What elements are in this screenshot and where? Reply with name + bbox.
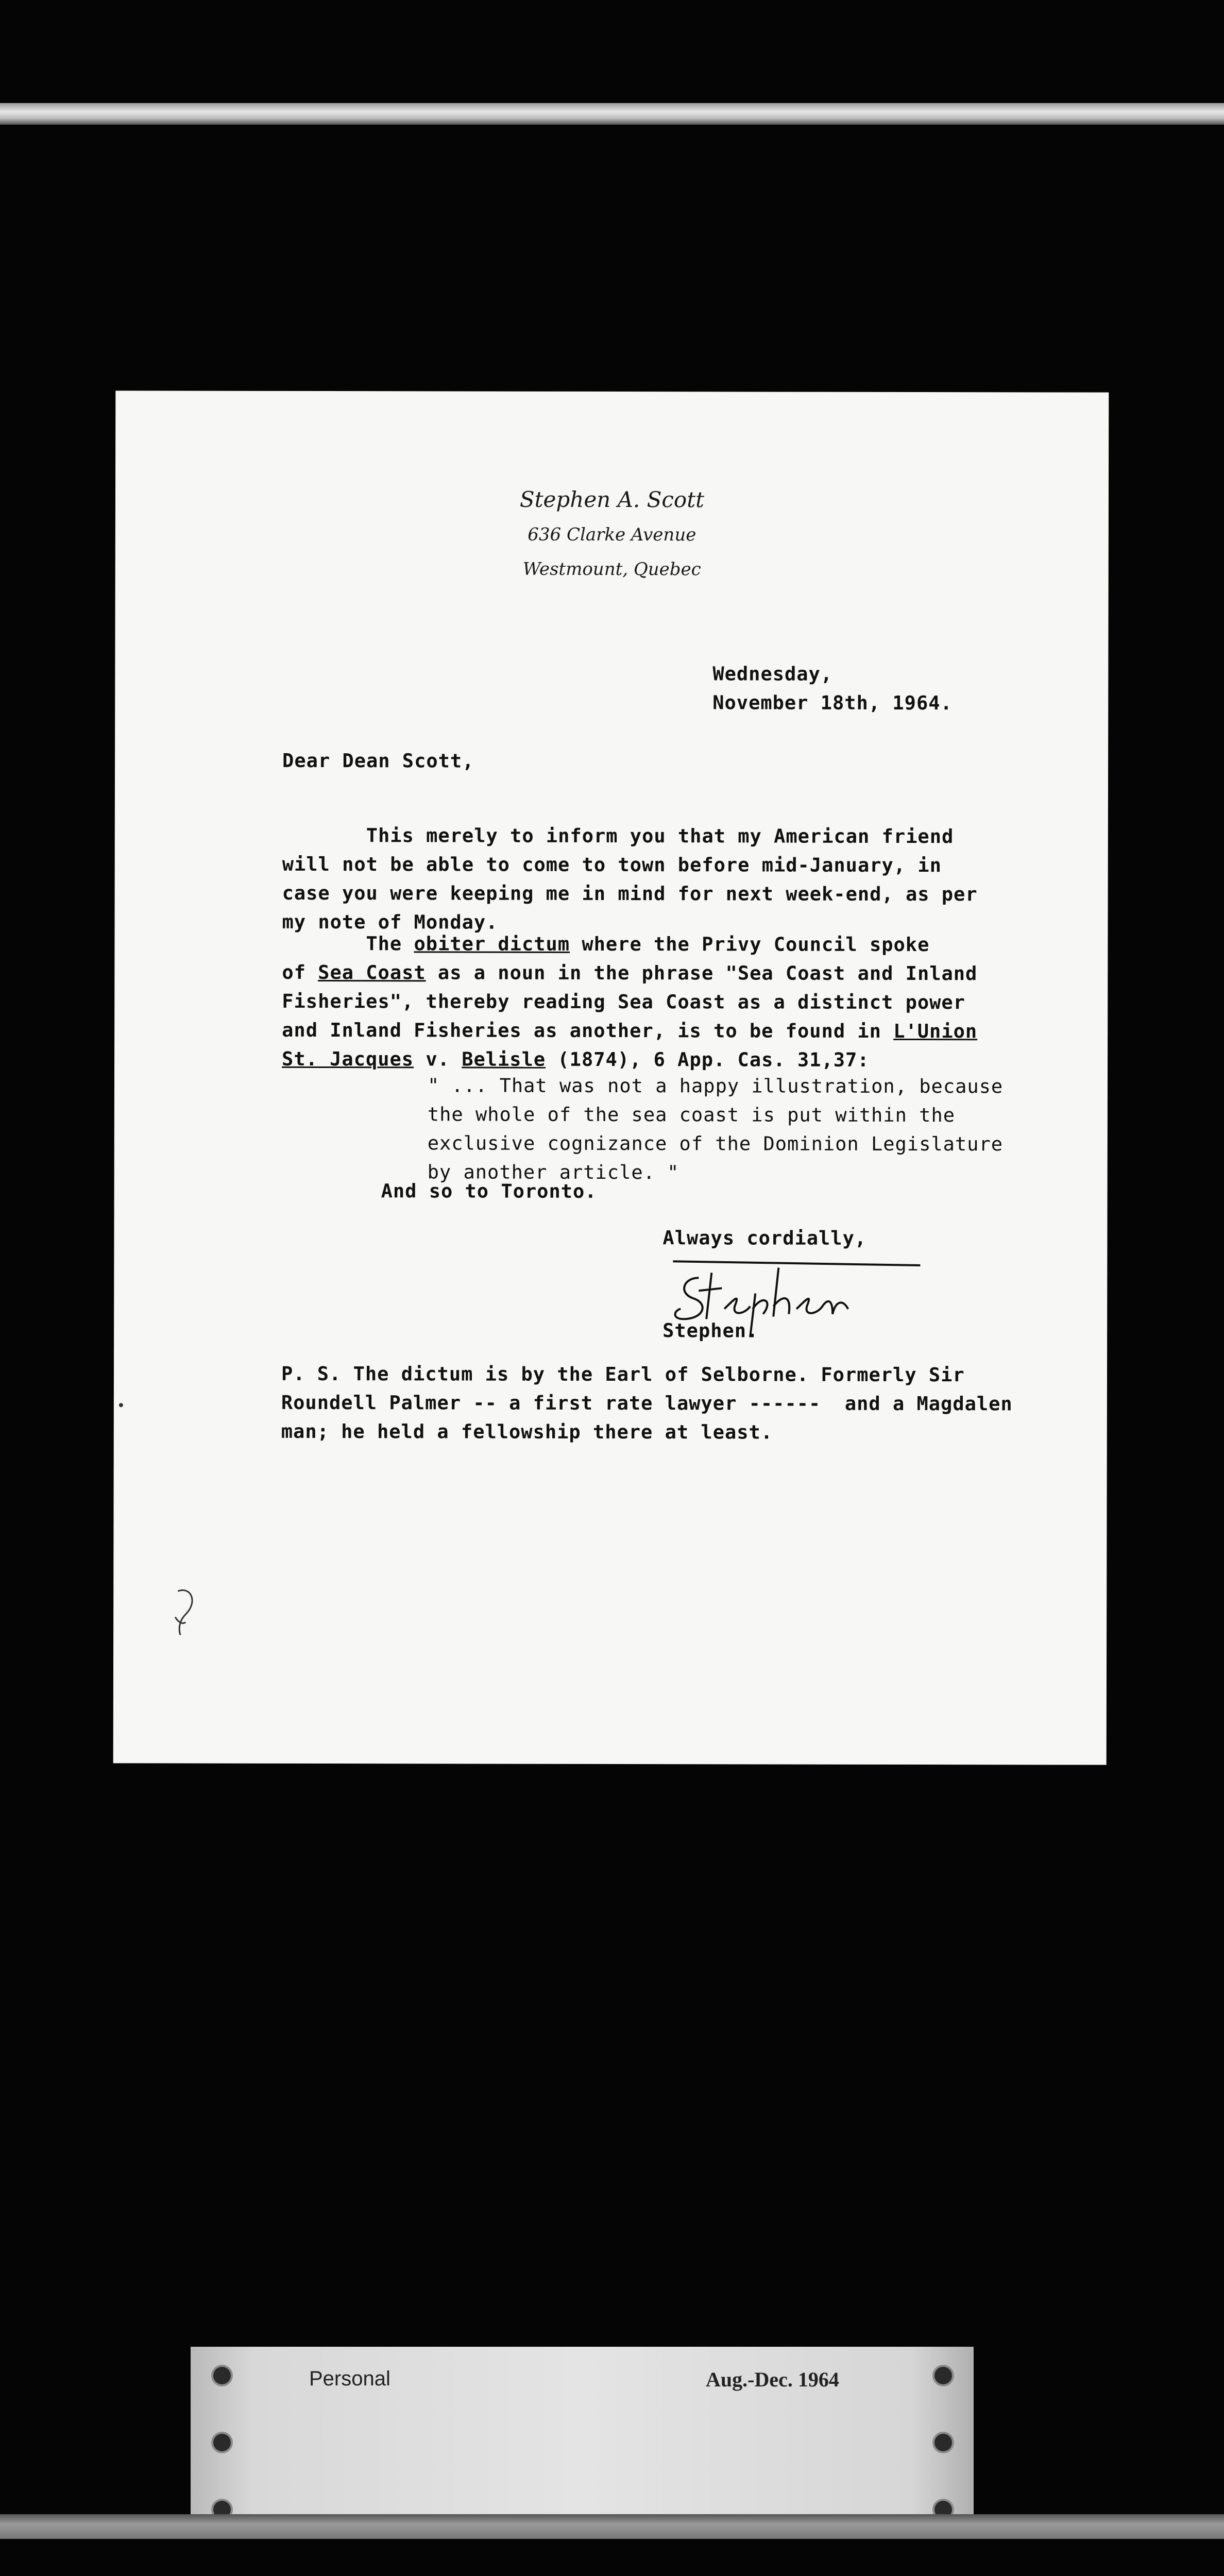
letterhead-address-line1: 636 Clarke Avenue [528,524,696,546]
underlined-belisle: Belisle [462,1048,546,1071]
postscript-line: Roundell Palmer -- a first rate lawyer ------ and a Magdalen [281,1391,1013,1415]
date-line2: November 18th, 1964. [712,691,953,715]
paragraph-2-line [282,929,977,959]
underlined-lunion: L'Union [893,1020,978,1043]
paragraph-1-line: This merely to inform you that my American friend [282,824,954,848]
text-run: as a noun in the phrase "Sea Coast and Inland [426,961,978,985]
closing-remark: And so to Toronto. [381,1180,597,1202]
margin-dot [119,1403,123,1407]
block-quote [428,1071,1004,1188]
paragraph-2-line: Fisheries", thereby reading Sea Coast as a distinct power [282,990,966,1014]
film-hole [211,2432,233,2453]
paragraph-1 [282,821,977,938]
salutation: Dear Dean Scott, [282,749,474,772]
date-block [712,659,953,718]
paragraph-1-line: my note of Monday. [282,910,498,934]
film-hole [932,2432,954,2453]
quote-line: exclusive cognizance of the Dominion Legislature [427,1132,1004,1156]
underlined-obiter-dictum: obiter dictum [414,933,570,955]
archive-label-card [191,2347,974,2537]
text-run: (1874), 6 App. Cas. 31,37: [546,1048,870,1071]
paragraph-2-line [282,1016,977,1046]
pencil-margin-mark [170,1586,201,1638]
letter-page [113,391,1109,1765]
film-strip-top [0,103,1224,125]
film-hole [211,2365,233,2386]
paragraph-2-line [282,1045,977,1075]
paragraph-2 [282,929,978,1075]
text-run: of [282,961,318,984]
text-run: v. [414,1048,462,1071]
text-run: where the Privy Council spoke [570,933,930,956]
quote-line: by another article. " [427,1161,679,1184]
postscript-line: man; he held a fellowship there at least. [281,1420,773,1444]
quote-line: the whole of the sea coast is put within the [427,1103,956,1127]
text-run: The [282,932,414,955]
paragraph-1-line: case you were keeping me in mind for next week-end, as per [282,882,978,906]
signed-name: Stephen. [662,1319,759,1342]
postscript [281,1360,1013,1447]
underlined-st-jacques: St. Jacques [282,1047,414,1071]
complimentary-close: Always cordially, [662,1227,867,1249]
paragraph-2-line [282,958,977,988]
paragraph-1-line: will not be able to come to town before mid-January, in [282,853,942,877]
letterhead-name: Stephen A. Scott [519,486,705,513]
label-date-range: Aug.-Dec. 1964 [706,2368,839,2391]
label-category: Personal [309,2367,390,2390]
letterhead-address-line2: Westmount, Quebec [522,558,701,580]
underlined-sea-coast: Sea Coast [318,961,426,984]
text-run: and Inland Fisheries as another, is to be found in [282,1019,894,1042]
date-line1: Wednesday, [712,663,833,685]
postscript-line: P. S. The dictum is by the Earl of Selborne. Formerly Sir [281,1362,965,1386]
quote-line: " ... That was not a happy illustration, because [427,1074,1004,1098]
film-hole [932,2365,954,2386]
film-strip-bottom [0,2514,1224,2539]
